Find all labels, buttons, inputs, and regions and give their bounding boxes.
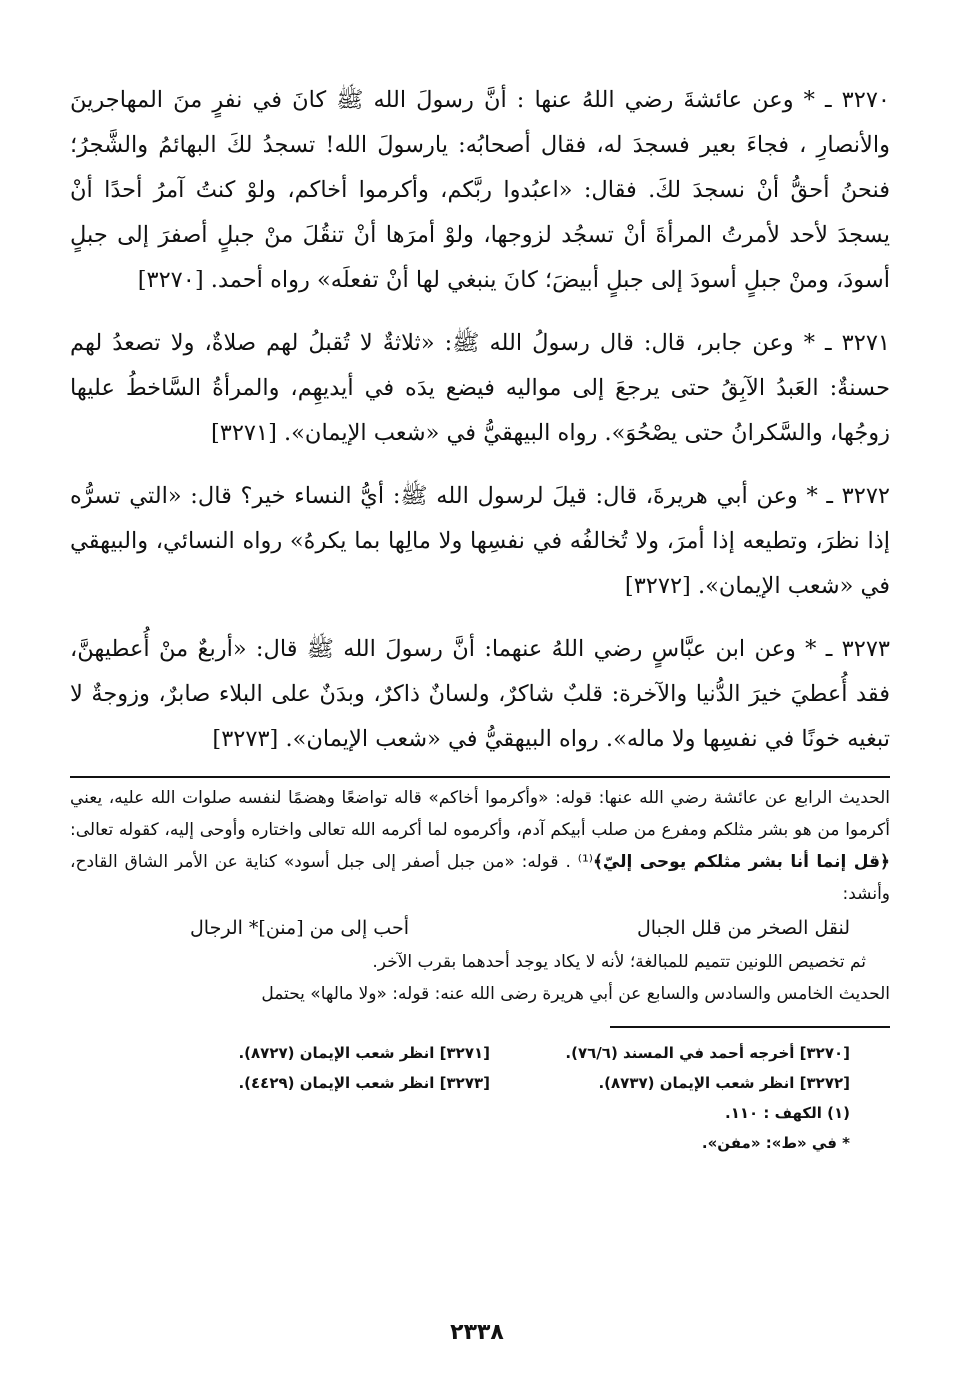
- hadith-3271: ٣٢٧١ ـ * وعن جابر، قال: قال رسولُ الله ﷺ: «ثلاثةٌ لا تُقبلُ لهم صلاةٌ، ولا تصعدُ لهم حسنةٌ: العَبدُ الآبِقُ حتى يرجعَ إلى مواليه فيضع يدَه في أيديهِم، والمرأةُ السَّاخطُ عليها زوجُها، والسَّكرانُ حتى يصْحُوَ». رواه البيهقيُّ في «شعب الإيمان». [٣٢٧١]: [70, 330, 890, 446]
- footnote-3272: [٣٢٧٢] انظر شعب الإيمان (٨٧٣٧).: [598, 1074, 850, 1092]
- quran-verse: ﴿قل إنما أنا بشر مثلكم يوحى إليّ﴾: [592, 852, 890, 872]
- footnote-row: [70, 1038, 890, 1068]
- hadith-3273: ٣٢٧٣ ـ * وعن ابن عبَّاسٍ رضي اللهُ عنهما: أنَّ رسولَ الله ﷺ قال: «أربعٌ منْ أُعطيهنَّ، فقد أُعطيَ خيرَ الدُّنيا والآخرة: قلبٌ شاكرٌ، ولسانٌ ذاكرٌ، وبدَنٌ على البلاء صابرٌ، وزوجةٌ لا تبغيه خونًا في نفسِها ولا ماله». رواه البيهقيُّ في «شعب الإيمان». [٣٢٧٣]: [70, 636, 890, 752]
- hadith-3270: ٣٢٧٠ ـ * وعن عائشةَ رضي اللهُ عنها : أنَّ رسولَ الله ﷺ كانَ في نفرٍ منَ المهاجرينَ والأنصارِ ، فجاءَ بعير فسجدَ له، فقال أصحابُه: يارسولَ الله! تسجدُ لكَ البهائمُ والشَّجرُ؛ فنحنُ أحقُّ أنْ نسجدَ لكَ. فقال: «اعبُدوا ربَّكم، وأكرموا أخاكم، ولوْ كنتُ آمرُ أحدًا أنْ يسجدَ لأحد لأمرتُ المرأةَ أنْ تسجُد لزوجها، ولوْ أمرَها أنْ تنقُلَ منْ جبلٍ أصفرَ إلى جبلٍ أسودَ، ومنْ جبلٍ أسودَ إلى جبلٍ أبيضَ؛ كانَ ينبغي لها أنْ تفعلَه» رواه أحمد. [٣٢٧٠]: [70, 87, 890, 293]
- poem-verse: [70, 910, 890, 946]
- poem-hemistich-first: لنقل الصخر من قلل الجبال: [636, 917, 850, 939]
- footnote-separator: [610, 1026, 890, 1028]
- commentary: [70, 782, 890, 1010]
- footnote-variant: * في «ط»: «مفن».: [701, 1134, 850, 1152]
- commentary-paragraph-1: [70, 782, 890, 910]
- commentary-paragraph-3: الحديث الخامس والسادس والسابع عن أبي هريرة رضى الله عنه: قوله: «ولا مالها» يحتمل: [261, 984, 890, 1004]
- commentary-paragraph-2: ثم تخصيص اللونين تتميم للمبالغة؛ لأنه لا يكاد يوجد أحدهما بقرب الآخر.: [372, 952, 866, 972]
- footnote-3270: [٣٢٧٠] أخرجه أحمد في المسند (٧٦/٦).: [565, 1044, 850, 1062]
- commentary-text: ⁽¹⁾ . قوله: «من جبل أصفر إلى جبل أسود» كناية عن الأمر الشاق القادح، وأنشد:: [70, 852, 890, 904]
- footnotes: [70, 1038, 890, 1158]
- hadith-3272: ٣٢٧٢ ـ * وعن أبي هريرةَ، قال: قيلَ لرسول الله ﷺ: أيُّ النساء خير؟ قال: «التي تسرُّه إذا نظرَ، وتطيعه إذا أمرَ، ولا تُخالفُه في نفسِها ولا مالِها بما يكرهُ» رواه النسائي، والبيهقي في «شعب الإيمان». [٣٢٧٢]: [70, 483, 890, 599]
- page-number: ٢٣٣٨: [450, 1320, 504, 1345]
- commentary-text: الحديث الرابع عن عائشة رضي الله عنها: قوله: «وأكرموا أخاكم» قاله تواضعًا وهضمًا لنفسه صلوات الله عليه، يعني أكرموا من هو بشر مثلكم ومفرع من صلب أبيكم آدم، وأكرموه لما أكرمه الله تعالى واختاره وأوحى إليه، كقوله تعالى:: [70, 788, 890, 840]
- footnote-row: [70, 1068, 890, 1098]
- footnote-kahf: (١) الكهف : ١١٠.: [725, 1104, 850, 1122]
- footnote-3271: [٣٢٧١] انظر شعب الإيمان (٨٧٢٧).: [238, 1044, 490, 1062]
- footnote-3273: [٣٢٧٣] انظر شعب الإيمان (٤٤٢٩).: [238, 1074, 490, 1092]
- page-body: [70, 78, 890, 1158]
- poem-hemistich-second: أحب إلى من [منن]* الرجال: [190, 917, 409, 939]
- commentary-separator: [70, 776, 890, 778]
